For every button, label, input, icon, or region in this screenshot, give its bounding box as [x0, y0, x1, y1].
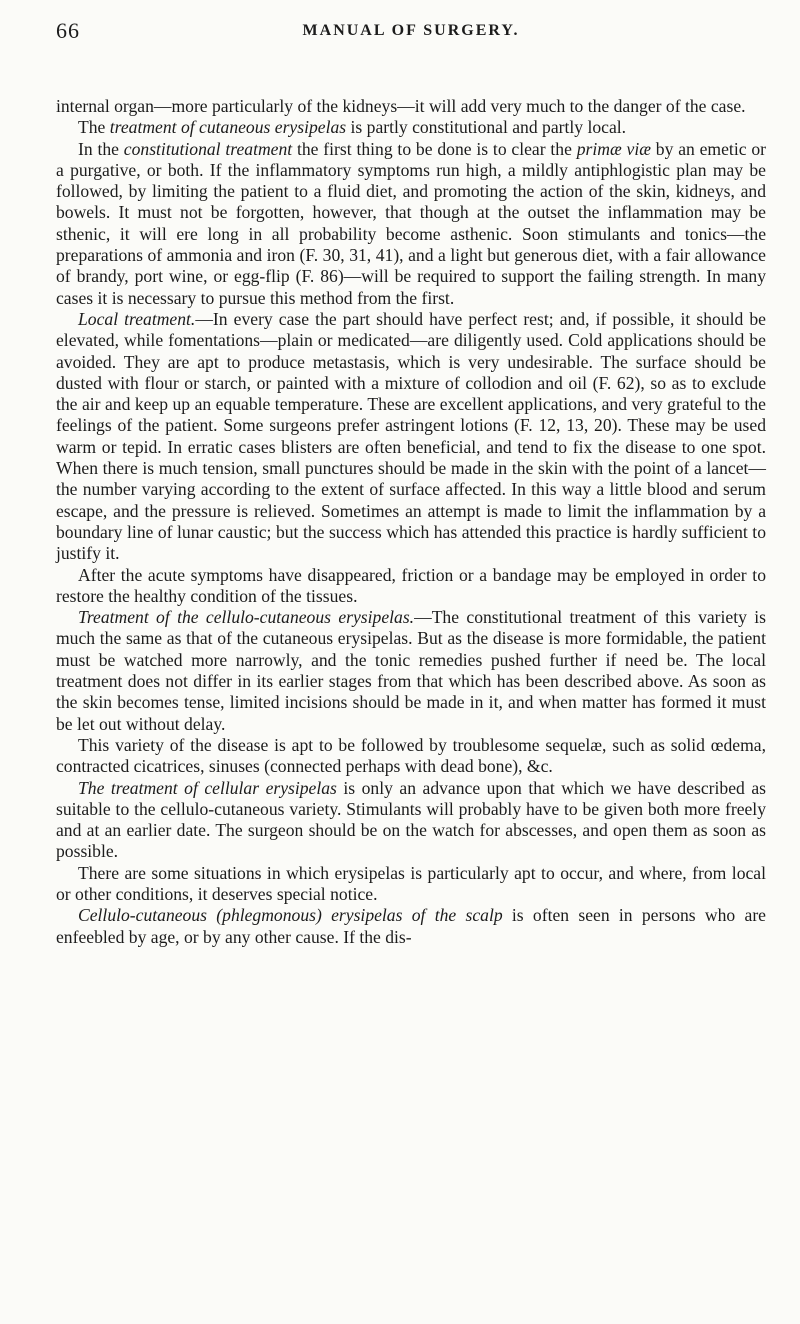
paragraph	[56, 96, 766, 117]
text-run: —In every case the part should have perfect rest; and, if possible, it should be elevated, while fomentations—plain or medicated—are diligently used. Cold applications should be avoided. They are apt to produce metastasis, which is very undesirable. The surface should be dusted with flour or starch, or painted with a mixture of collodion and oil (F. 62), so as to exclude the air and keep up an equable temperature. These are excellent applications, and very grateful to the feelings of the patient. Some surgeons prefer astringent lotions (F. 12, 13, 20). These may be used warm or tepid. In erratic cases blisters are often beneficial, and tend to fix the disease to one spot. When there is much tension, small punctures should be made in the skin with the point of a lancet—the number varying according to the extent of surface affected. In this way a little blood and serum escape, and the pressure is relieved. Sometimes an attempt is made to limit the inflammation by a boundary line of lunar caustic; but the success which has attended this practice is hardly sufficient to justify it.	[56, 308, 766, 564]
text-run: by an emetic or a purgative, or both. If the inflammatory symptoms run high, a mildly antiphlogistic plan may be followed, by limiting the patient to a fluid diet, and promoting the action of the skin, kidneys, and bowels. It must not be forgotten, however, that though at the outset the inflammation may be sthenic, it will ere long in all probability become asthenic. Soon stimulants and tonics—the preparations of ammonia and iron (F. 30, 31, 41), and a light but generous diet, with a fair allowance of brandy, port wine, or egg-flip (F. 86)—will be required to support the failing strength. In many cases it is necessary to pursue this method from the first.	[56, 138, 766, 308]
paragraph	[56, 905, 766, 948]
text-run: is often seen in persons who are enfeebled by age, or by any other cause. If the dis-	[56, 905, 766, 947]
text-run: In the	[78, 138, 124, 159]
italic-text: treatment of cutaneous erysipelas	[109, 117, 347, 138]
paragraph	[56, 607, 766, 735]
paragraph	[56, 139, 766, 309]
text-run: The	[78, 117, 110, 138]
italic-text: constitutional treatment	[123, 138, 293, 159]
paragraph	[56, 778, 766, 863]
text-run: —The constitutional treatment of this variety is much the same as that of the cutaneous erysipelas. But as the disease is more formidable, the patient must be watched more narrowly, and the tonic remedies pushed further if need be. The local treatment does not differ in its earlier stages from that which has been described above. As soon as the skin becomes tense, limited incisions should be made in it, and when matter has formed it must be let out without delay.	[56, 607, 766, 734]
text-run: is only an advance upon that which we have described as suitable to the cellulo-cutaneous variety. Stimulants will probably have to be given both more freely and at an earlier date. The surgeon should be on the watch for abscesses, and open them as soon as possible.	[56, 777, 766, 862]
text-run: This variety of the disease is apt to be followed by troublesome sequelæ, such as solid œdema, contracted cicatrices, sinuses (connected perhaps with dead bone), &c.	[56, 734, 766, 777]
paragraph	[56, 309, 766, 565]
text-run: the first thing to be done is to clear the	[292, 138, 577, 159]
italic-text: Local treatment.	[78, 308, 196, 329]
text-run: internal organ—more particularly of the kidneys—it will add very much to the danger of the case.	[56, 96, 746, 116]
paragraph	[56, 117, 766, 138]
paragraph	[56, 735, 766, 778]
paragraph	[56, 565, 766, 608]
paragraph	[56, 863, 766, 906]
text-run: After the acute symptoms have disappeared, friction or a bandage may be employed in order to restore the healthy condition of the tissues.	[56, 564, 766, 606]
body-text	[56, 96, 766, 948]
italic-text: primæ viæ	[576, 138, 651, 159]
text-run: There are some situations in which erysipelas is particularly apt to occur, and where, from local or other conditions, it deserves special notice.	[56, 862, 766, 904]
italic-text: The treatment of cellular erysipelas	[78, 777, 337, 798]
italic-text: Cellulo-cutaneous (phlegmonous) erysipelas of the scalp	[78, 905, 503, 926]
running-title: MANUAL OF SURGERY.	[302, 22, 520, 39]
text-run: is partly constitutional and partly local.	[346, 117, 627, 138]
page-number: 66	[56, 18, 80, 43]
running-head	[56, 18, 766, 58]
italic-text: Treatment of the cellulo-cutaneous erysipelas.	[78, 607, 415, 628]
